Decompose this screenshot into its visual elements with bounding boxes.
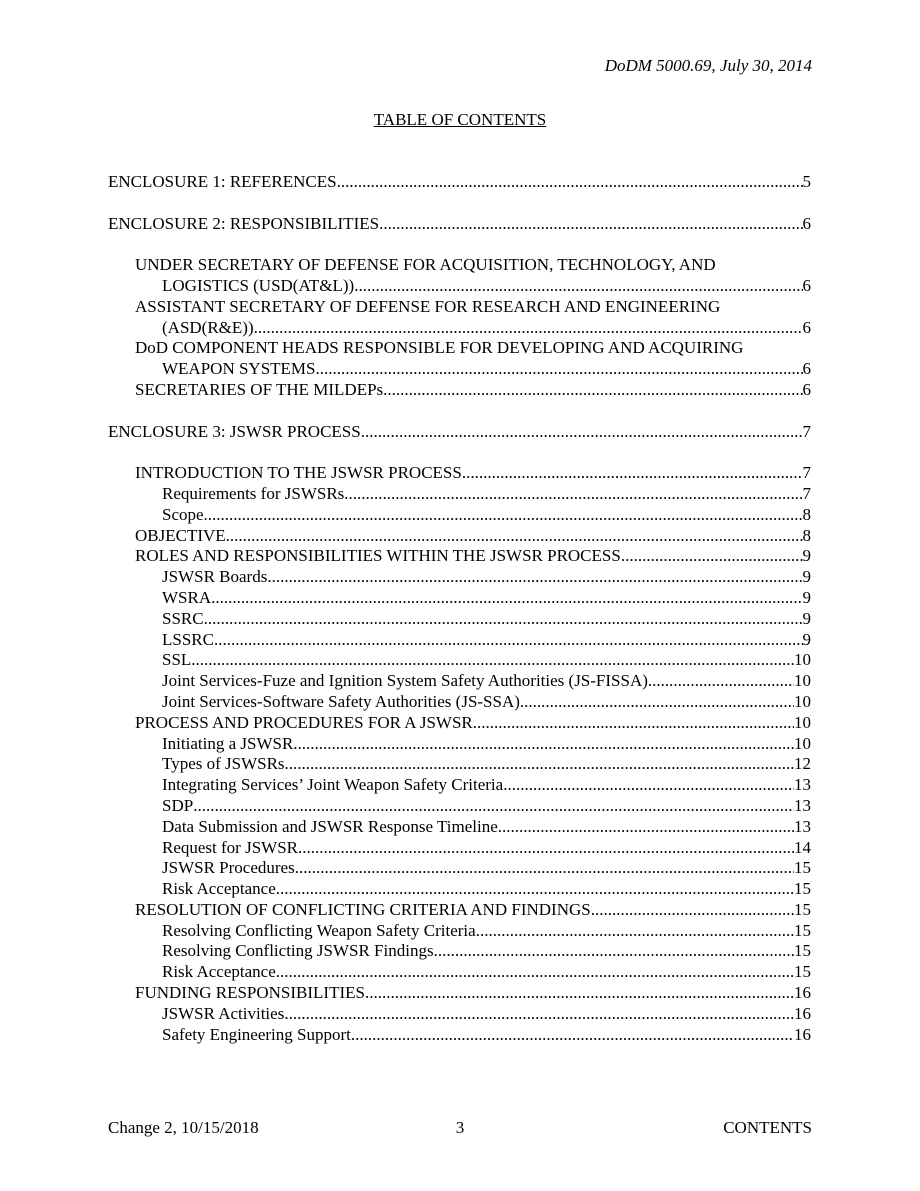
- page-title: TABLE OF CONTENTS: [373, 110, 547, 129]
- toc-entry-roles[interactable]: ROLES AND RESPONSIBILITIES WITHIN THE JSWSR PROCESS ..... 9: [108, 546, 811, 567]
- footer-change: Change 2, 10/15/2018: [108, 1118, 259, 1137]
- toc-entry-jswsr-boards[interactable]: JSWSR Boards ..... 9: [108, 567, 811, 588]
- toc-entry-usd-line1[interactable]: UNDER SECRETARY OF DEFENSE FOR ACQUISITION, TECHNOLOGY, AND: [135, 255, 716, 275]
- toc-entry-scope[interactable]: Scope ..... 8: [108, 505, 811, 526]
- toc-entry-enclosure-2[interactable]: ENCLOSURE 2: RESPONSIBILITIES ..... 6: [108, 214, 811, 235]
- document-header: DoDM 5000.69, July 30, 2014: [604, 56, 812, 75]
- toc-entry-ssl[interactable]: SSL ..... 10: [108, 650, 811, 671]
- toc-entry-resolution[interactable]: RESOLUTION OF CONFLICTING CRITERIA AND FINDINGS ..... 15: [108, 900, 811, 921]
- toc-entry-risk-acceptance-1[interactable]: Risk Acceptance ..... 15: [108, 879, 811, 900]
- toc-entry-safety-engineering[interactable]: Safety Engineering Support ..... 16: [108, 1025, 811, 1046]
- toc-entry-sdp[interactable]: SDP ..... 13: [108, 796, 811, 817]
- toc-entry-enclosure-3[interactable]: ENCLOSURE 3: JSWSR PROCESS ..... 7: [108, 422, 811, 443]
- toc-entry-funding[interactable]: FUNDING RESPONSIBILITIES ..... 16: [108, 983, 811, 1004]
- footer-section: CONTENTS: [723, 1118, 812, 1137]
- toc-entry-resolving-findings[interactable]: Resolving Conflicting JSWSR Findings ..... 15: [108, 941, 811, 962]
- toc-entry-request[interactable]: Request for JSWSR ..... 14: [108, 838, 811, 859]
- toc-entry-wsra[interactable]: WSRA ..... 9: [108, 588, 811, 609]
- toc-entry-asd-line1[interactable]: ASSISTANT SECRETARY OF DEFENSE FOR RESEARCH AND ENGINEERING: [135, 296, 721, 316]
- toc-entry-introduction[interactable]: INTRODUCTION TO THE JSWSR PROCESS ..... 7: [108, 463, 811, 484]
- toc-entry-jswsr-activities[interactable]: JSWSR Activities ..... 16: [108, 1004, 811, 1025]
- toc-entry-integrating-criteria[interactable]: Integrating Services’ Joint Weapon Safety Criteria ..... 13: [108, 775, 811, 796]
- toc-entry-initiating[interactable]: Initiating a JSWSR ..... 10: [108, 734, 811, 755]
- toc-entry-process-procedures[interactable]: PROCESS AND PROCEDURES FOR A JSWSR ..... 10: [108, 713, 811, 734]
- toc-entry-data-submission[interactable]: Data Submission and JSWSR Response Timeline ..... 13: [108, 817, 811, 838]
- toc-entry-js-ssa[interactable]: Joint Services-Software Safety Authorities (JS-SSA) ..... 10: [108, 692, 811, 713]
- toc-entry-enclosure-1[interactable]: ENCLOSURE 1: REFERENCES ..... 5: [108, 172, 811, 193]
- toc-entry-component-heads-line1[interactable]: DoD COMPONENT HEADS RESPONSIBLE FOR DEVELOPING AND ACQUIRING: [135, 338, 744, 358]
- toc-entry-types[interactable]: Types of JSWSRs ..... 12: [108, 754, 811, 775]
- toc-entry-lssrc[interactable]: LSSRC ..... 9: [108, 630, 811, 651]
- toc-entry-jswsr-procedures[interactable]: JSWSR Procedures ..... 15: [108, 858, 811, 879]
- toc-entry-secretaries[interactable]: SECRETARIES OF THE MILDEPs. ..... 6: [108, 380, 811, 401]
- toc-entry-component-heads-line2[interactable]: WEAPON SYSTEMS ..... 6: [108, 359, 811, 380]
- toc-entry-requirements[interactable]: Requirements for JSWSRs ..... 7: [108, 484, 811, 505]
- toc-entry-resolving-criteria[interactable]: Resolving Conflicting Weapon Safety Criteria ..... 15: [108, 921, 811, 942]
- toc-entry-ssrc[interactable]: SSRC ..... 9: [108, 609, 811, 630]
- toc-entry-usd-line2[interactable]: LOGISTICS (USD(AT&L)) ..... 6: [108, 276, 811, 297]
- footer-page-number: 3: [455, 1118, 465, 1137]
- table-of-contents: [108, 172, 811, 1045]
- toc-entry-js-fissa[interactable]: Joint Services-Fuze and Ignition System Safety Authorities (JS-FISSA) ..... 10: [108, 671, 811, 692]
- toc-entry-objective[interactable]: OBJECTIVE ..... 8: [108, 526, 811, 547]
- toc-entry-risk-acceptance-2[interactable]: Risk Acceptance ..... 15: [108, 962, 811, 983]
- toc-entry-asd-line2[interactable]: (ASD(R&E)). ..... 6: [108, 318, 811, 339]
